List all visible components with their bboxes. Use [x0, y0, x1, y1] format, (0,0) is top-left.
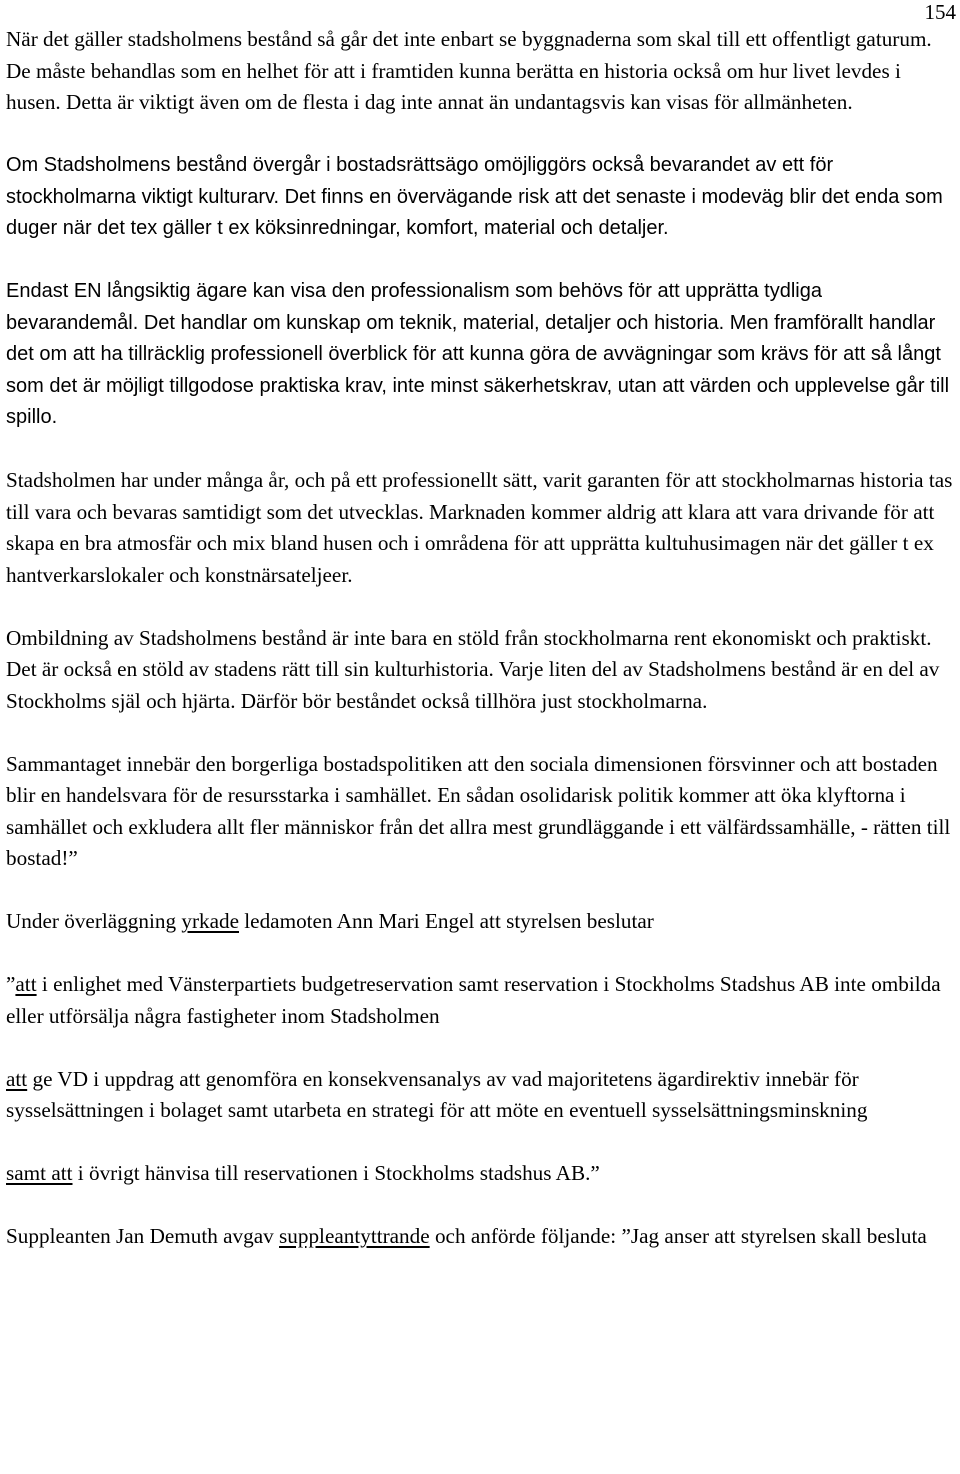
motion-item-2-keyword: att [6, 1066, 28, 1091]
motion-intro-after: ledamoten Ann Mari Engel att styrelsen beslutar [239, 909, 654, 933]
paragraph-sammantaget: Sammantaget innebär den borgerliga bostadspolitiken att den sociala dimensionen försvinner och att bostaden blir en handelsvara för de resursstarka i samhället. En sådan osolidarisk politik kommer att öka klyftorna i samhället och exkludera allt fler människor från det allra mest grundläggande i ett välfärdssamhälle, - rätten till bostad!” [6, 751, 951, 870]
paragraph-stadsholmen-intro: När det gäller stadsholmens bestånd så går det inte enbart se byggnaderna som skal till ett offentligt gaturum. De måste behandlas som en helhet för att i framtiden kunna berätta en historia också om hur livet levdes i husen. Detta är viktigt även om de flesta i dag inte annat än undantagsvis kan visas för allmänheten. [6, 27, 932, 114]
motion-item-1-quote: ” [6, 972, 16, 996]
page-number: 154 [924, 0, 956, 24]
document-body [6, 24, 958, 1284]
motion-intro [6, 906, 958, 938]
motion-intro-yrkade: yrkade [181, 909, 239, 933]
paragraph-agare: Endast EN långsiktig ägare kan visa den professionalism som behövs för att upprätta tydliga bevarandemål. Det handlar om kunskap om teknik, material, detaljer och historia. Men framförallt handlar det om att ha tillräcklig professionell överblick för att kunna göra de avvägningar som krävs för att så långt som det är möjligt tillgodose praktiska krav, inte minst säkerhetskrav, utan att värden och upplevelse går till spillo. [6, 280, 950, 428]
closing-suppleantyttrande: suppleantyttrande [279, 1224, 430, 1248]
motion-item-3 [6, 1158, 958, 1190]
closing-paragraph [6, 1221, 958, 1253]
paragraph-bostadsratt: Om Stadsholmens bestånd övergår i bostadsrättsägo omöjliggörs också bevarandet av ett för stockholmarna viktigt kulturarv. Det finns en övervägande risk att det senaste i modeväg blir det enda som duger när det tex gäller t ex köksinredningar, komfort, material och detaljer. [6, 154, 943, 239]
motion-item-1-keyword: att [15, 972, 37, 996]
motion-item-2 [6, 1064, 958, 1127]
closing-after: och anförde följande: ”Jag anser att styrelsen skall besluta [429, 1224, 927, 1248]
motion-item-1 [6, 969, 958, 1032]
motion-item-3-keyword: samt att [6, 1161, 73, 1185]
closing-before: Suppleanten Jan Demuth avgav [6, 1224, 280, 1248]
motion-intro-before: Under överläggning [6, 909, 182, 933]
motion-item-1-text: i enlighet med Vänsterpartiets budgetreservation samt reservation i Stockholms Stadshus AB inte ombilda eller utförsälja några fastigheter inom Stadsholmen [6, 972, 941, 1028]
paragraph-ombildning: Ombildning av Stadsholmens bestånd är inte bara en stöld från stockholmarna rent ekonomiskt och praktiskt. Det är också en stöld av stadens rätt till sin kulturhistoria. Varje liten del av Stadsholmens bestånd är en del av Stockholms själ och hjärta. Därför bör beståndet också tillhöra just stockholmarna. [6, 625, 940, 713]
paragraph-garanten: Stadsholmen har under många år, och på ett professionellt sätt, varit garanten för att stockholmarnas historia tas till vara och bevaras samtidigt som det utvecklas. Marknaden kommer aldrig att klara att vara drivande för att skapa en bra atmosfär och mix bland husen och i områdena för att upprätta kultuhusimagen när det gäller t ex hantverkarslokaler och konstnärsateljeer. [6, 468, 953, 587]
motion-item-3-text: i övrigt hänvisa till reservationen i Stockholms stadshus AB.” [72, 1161, 600, 1185]
motion-item-2-text: ge VD i uppdrag att genomföra en konsekvensanalys av vad majoritetens ägardirektiv innebär för sysselsättningen i bolaget samt utarbeta en strategi för att möte en eventuell sysselsättningsminskning [6, 1066, 868, 1122]
